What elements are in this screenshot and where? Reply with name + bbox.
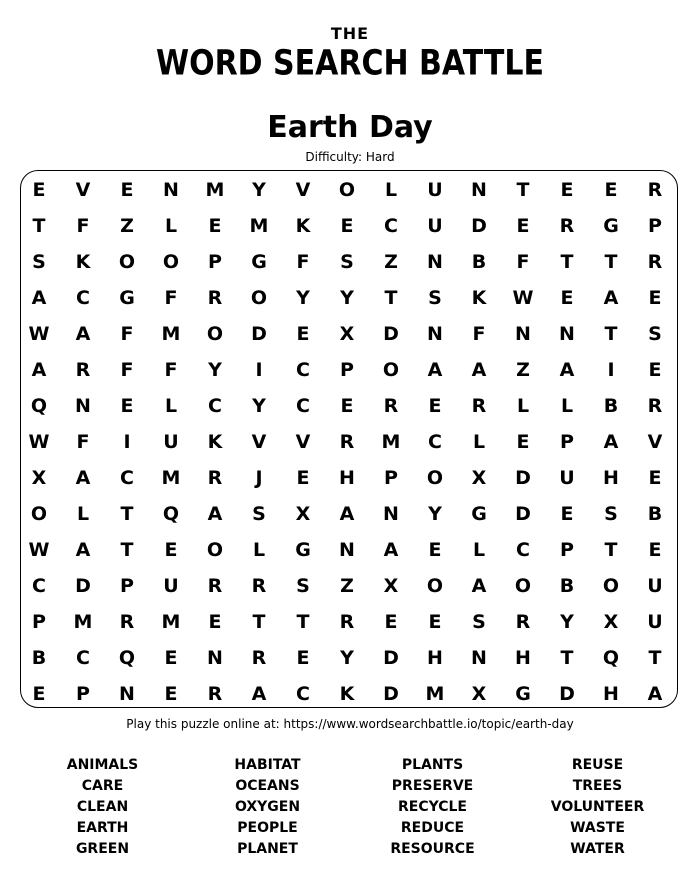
word-list-item: VOLUNTEER: [550, 799, 645, 815]
grid-cell[interactable]: C: [296, 683, 310, 705]
grid-cell[interactable]: R: [339, 431, 355, 453]
grid-cell[interactable]: U: [647, 575, 663, 597]
grid-cell[interactable]: E: [516, 431, 530, 453]
grid-cell[interactable]: R: [251, 575, 267, 597]
grid-cell[interactable]: A: [339, 503, 355, 525]
grid-cell[interactable]: X: [31, 467, 47, 489]
grid-cell[interactable]: E: [340, 395, 354, 417]
word-list: [20, 755, 680, 860]
grid-cell[interactable]: C: [296, 359, 310, 381]
letter-grid: [17, 172, 677, 712]
grid-cell[interactable]: P: [340, 359, 354, 381]
grid-cell[interactable]: O: [338, 179, 356, 201]
grid-cell[interactable]: V: [251, 431, 267, 453]
grid-cell[interactable]: R: [559, 215, 575, 237]
grid-cell[interactable]: D: [75, 575, 91, 597]
grid-cell[interactable]: R: [515, 611, 531, 633]
grid-cell[interactable]: L: [472, 431, 486, 453]
grid-cell[interactable]: V: [295, 179, 311, 201]
grid-cell[interactable]: M: [161, 611, 181, 633]
grid-cell[interactable]: I: [607, 359, 615, 381]
grid-cell[interactable]: L: [384, 179, 398, 201]
grid-cell[interactable]: V: [647, 431, 663, 453]
grid-cell[interactable]: U: [163, 431, 179, 453]
grid-cell[interactable]: V: [75, 179, 91, 201]
grid-cell[interactable]: X: [383, 575, 399, 597]
grid-cell[interactable]: E: [428, 395, 442, 417]
brand-logo: WORD SEARCH BATTLE: [155, 43, 544, 84]
grid-cell[interactable]: Y: [560, 611, 574, 633]
grid-cell[interactable]: E: [296, 323, 310, 345]
grid-cell[interactable]: L: [76, 503, 90, 525]
grid-cell[interactable]: T: [604, 323, 618, 345]
grid-cell[interactable]: I: [255, 359, 263, 381]
grid-cell[interactable]: R: [207, 683, 223, 705]
word-list-item: REDUCE: [400, 820, 465, 836]
grid-cell[interactable]: Z: [340, 575, 354, 597]
grid-cell[interactable]: Z: [516, 359, 530, 381]
word-list-item: CARE: [81, 778, 124, 794]
grid-cell[interactable]: E: [296, 647, 310, 669]
grid-cell[interactable]: M: [73, 611, 93, 633]
grid-cell[interactable]: G: [515, 683, 531, 705]
grid-cell[interactable]: A: [471, 575, 487, 597]
grid-cell[interactable]: O: [118, 251, 136, 273]
grid-cell[interactable]: G: [603, 215, 619, 237]
grid-cell[interactable]: C: [76, 647, 90, 669]
word-list-item: CLEAN: [76, 799, 129, 815]
grid-cell[interactable]: X: [471, 467, 487, 489]
grid-cell[interactable]: X: [603, 611, 619, 633]
grid-cell[interactable]: D: [515, 503, 531, 525]
word-list-item: PLANET: [237, 841, 298, 857]
grid-cell[interactable]: U: [559, 467, 575, 489]
grid-cell[interactable]: A: [75, 323, 91, 345]
grid-cell[interactable]: T: [560, 251, 574, 273]
grid-cell[interactable]: E: [648, 539, 662, 561]
grid-cell[interactable]: Y: [208, 359, 222, 381]
word-list-item: REUSE: [571, 757, 624, 773]
grid-cell[interactable]: W: [28, 323, 50, 345]
word-list-item: WATER: [570, 841, 625, 857]
grid-cell[interactable]: K: [471, 287, 487, 309]
grid-row: [17, 316, 677, 352]
grid-cell[interactable]: L: [164, 215, 178, 237]
grid-row: [17, 676, 677, 712]
grid-cell[interactable]: A: [559, 359, 575, 381]
grid-cell[interactable]: K: [75, 251, 91, 273]
grid-cell[interactable]: Y: [428, 503, 442, 525]
word-column: [20, 755, 185, 860]
grid-row: [17, 604, 677, 640]
grid-cell[interactable]: E: [384, 611, 398, 633]
grid-cell[interactable]: S: [252, 503, 266, 525]
grid-cell[interactable]: X: [295, 503, 311, 525]
grid-cell[interactable]: R: [207, 575, 223, 597]
grid-cell[interactable]: A: [471, 359, 487, 381]
grid-row: [17, 568, 677, 604]
grid-cell[interactable]: Y: [340, 287, 354, 309]
grid-cell[interactable]: N: [515, 323, 531, 345]
word-list-item: PRESERVE: [391, 778, 474, 794]
grid-cell[interactable]: A: [207, 503, 223, 525]
grid-cell[interactable]: N: [75, 395, 91, 417]
grid-cell[interactable]: Y: [296, 287, 310, 309]
grid-cell[interactable]: S: [604, 503, 618, 525]
grid-cell[interactable]: D: [251, 323, 267, 345]
grid-cell[interactable]: M: [205, 179, 225, 201]
grid-cell[interactable]: E: [428, 539, 442, 561]
grid-cell[interactable]: H: [515, 647, 531, 669]
grid-row: [17, 424, 677, 460]
grid-cell[interactable]: O: [426, 467, 444, 489]
grid-cell[interactable]: N: [383, 503, 399, 525]
grid-cell[interactable]: I: [123, 431, 131, 453]
word-column: [515, 755, 680, 860]
grid-cell[interactable]: R: [383, 395, 399, 417]
grid-cell[interactable]: P: [76, 683, 90, 705]
grid-cell[interactable]: E: [604, 179, 618, 201]
grid-row: [17, 244, 677, 280]
grid-cell[interactable]: E: [648, 359, 662, 381]
grid-cell[interactable]: T: [120, 539, 134, 561]
word-list-item: GREEN: [75, 841, 130, 857]
grid-cell[interactable]: R: [339, 611, 355, 633]
grid-cell[interactable]: E: [340, 215, 354, 237]
grid-cell[interactable]: F: [164, 287, 178, 309]
grid-cell[interactable]: E: [164, 683, 178, 705]
word-list-item: HABITAT: [234, 757, 301, 773]
grid-cell[interactable]: E: [120, 179, 134, 201]
grid-cell[interactable]: Z: [384, 251, 398, 273]
grid-cell[interactable]: N: [339, 539, 355, 561]
grid-cell[interactable]: N: [119, 683, 135, 705]
grid-cell[interactable]: D: [559, 683, 575, 705]
grid-cell[interactable]: T: [604, 539, 618, 561]
grid-row: [17, 208, 677, 244]
grid-row: [17, 388, 677, 424]
word-list-item: TREES: [572, 778, 623, 794]
grid-cell[interactable]: X: [471, 683, 487, 705]
grid-cell[interactable]: P: [32, 611, 46, 633]
grid-cell[interactable]: V: [295, 431, 311, 453]
grid-cell[interactable]: Z: [120, 215, 134, 237]
grid-cell[interactable]: A: [603, 431, 619, 453]
grid-cell[interactable]: A: [603, 287, 619, 309]
grid-cell[interactable]: P: [648, 215, 662, 237]
grid-cell[interactable]: H: [339, 467, 355, 489]
grid-cell[interactable]: U: [647, 611, 663, 633]
grid-cell[interactable]: N: [207, 647, 223, 669]
grid-cell[interactable]: C: [120, 467, 134, 489]
word-list-item: PLANTS: [401, 757, 464, 773]
grid-cell[interactable]: R: [647, 395, 663, 417]
grid-cell[interactable]: A: [75, 539, 91, 561]
grid-cell[interactable]: Q: [30, 395, 48, 417]
grid-cell[interactable]: N: [559, 323, 575, 345]
grid-cell[interactable]: H: [603, 467, 619, 489]
grid-cell[interactable]: C: [384, 215, 398, 237]
grid-row: [17, 280, 677, 316]
grid-cell[interactable]: O: [206, 323, 224, 345]
grid-cell[interactable]: A: [383, 539, 399, 561]
word-list-item: ANIMALS: [66, 757, 139, 773]
grid-cell[interactable]: Y: [252, 179, 266, 201]
brand-the: THE: [330, 24, 370, 43]
grid-cell[interactable]: A: [31, 359, 47, 381]
word-list-item: WASTE: [570, 820, 625, 836]
grid-cell[interactable]: W: [28, 431, 50, 453]
word-column: [350, 755, 515, 860]
grid-cell[interactable]: W: [28, 539, 50, 561]
grid-cell[interactable]: F: [120, 323, 134, 345]
grid-cell[interactable]: G: [295, 539, 311, 561]
grid-cell[interactable]: O: [602, 575, 620, 597]
grid-cell[interactable]: M: [161, 323, 181, 345]
grid-cell[interactable]: P: [384, 467, 398, 489]
grid-cell[interactable]: U: [427, 179, 443, 201]
grid-row: [17, 460, 677, 496]
grid-cell[interactable]: T: [296, 611, 310, 633]
grid-cell[interactable]: O: [250, 287, 268, 309]
grid-cell[interactable]: J: [255, 467, 263, 489]
grid-cell[interactable]: A: [251, 683, 267, 705]
grid-row: [17, 532, 677, 568]
grid-cell[interactable]: S: [428, 287, 442, 309]
grid-cell[interactable]: K: [339, 683, 355, 705]
grid-cell[interactable]: E: [560, 287, 574, 309]
grid-cell[interactable]: O: [162, 251, 180, 273]
word-list-item: PEOPLE: [237, 820, 298, 836]
grid-cell[interactable]: B: [31, 647, 47, 669]
grid-cell[interactable]: E: [32, 179, 46, 201]
grid-cell[interactable]: E: [208, 215, 222, 237]
difficulty-label: Difficulty: Hard: [305, 150, 395, 164]
grid-cell[interactable]: S: [472, 611, 486, 633]
grid-cell[interactable]: O: [514, 575, 532, 597]
grid-cell[interactable]: T: [560, 647, 574, 669]
grid-cell[interactable]: E: [560, 179, 574, 201]
grid-cell[interactable]: Q: [118, 647, 136, 669]
grid-cell[interactable]: E: [120, 395, 134, 417]
grid-cell[interactable]: Q: [602, 647, 620, 669]
grid-cell[interactable]: B: [603, 395, 619, 417]
grid-cell[interactable]: L: [164, 395, 178, 417]
grid-cell[interactable]: E: [428, 611, 442, 633]
grid-cell[interactable]: T: [516, 179, 530, 201]
page-title: Earth Day: [267, 110, 433, 145]
grid-cell[interactable]: W: [512, 287, 534, 309]
grid-cell[interactable]: O: [426, 575, 444, 597]
grid-cell[interactable]: R: [647, 179, 663, 201]
grid-cell[interactable]: F: [120, 359, 134, 381]
grid-cell[interactable]: E: [648, 467, 662, 489]
word-column: [185, 755, 350, 860]
grid-row: [17, 172, 677, 208]
grid-cell[interactable]: P: [560, 539, 574, 561]
grid-cell[interactable]: A: [31, 287, 47, 309]
grid-cell[interactable]: D: [383, 647, 399, 669]
grid-cell[interactable]: F: [76, 431, 90, 453]
grid-cell[interactable]: M: [381, 431, 401, 453]
grid-cell[interactable]: E: [208, 611, 222, 633]
grid-cell[interactable]: T: [648, 647, 662, 669]
grid-cell[interactable]: R: [251, 647, 267, 669]
grid-cell[interactable]: S: [296, 575, 310, 597]
grid-cell[interactable]: E: [164, 647, 178, 669]
grid-cell[interactable]: M: [249, 215, 269, 237]
grid-cell[interactable]: O: [382, 359, 400, 381]
grid-row: [17, 352, 677, 388]
grid-cell[interactable]: F: [164, 359, 178, 381]
grid-cell[interactable]: P: [208, 251, 222, 273]
grid-cell[interactable]: R: [75, 359, 91, 381]
grid-cell[interactable]: C: [428, 431, 442, 453]
grid-cell[interactable]: E: [560, 503, 574, 525]
grid-cell[interactable]: O: [206, 539, 224, 561]
word-list-item: RESOURCE: [390, 841, 475, 857]
grid-cell[interactable]: E: [516, 215, 530, 237]
grid-cell[interactable]: D: [383, 683, 399, 705]
grid-cell[interactable]: E: [164, 539, 178, 561]
grid-cell[interactable]: R: [207, 467, 223, 489]
grid-cell[interactable]: F: [76, 215, 90, 237]
grid-cell[interactable]: K: [207, 431, 223, 453]
word-list-item: OXYGEN: [234, 799, 301, 815]
grid-cell[interactable]: N: [427, 251, 443, 273]
grid-cell[interactable]: L: [252, 539, 266, 561]
grid-cell[interactable]: M: [425, 683, 445, 705]
grid-cell[interactable]: L: [472, 539, 486, 561]
grid-cell[interactable]: C: [516, 539, 530, 561]
grid-cell[interactable]: P: [120, 575, 134, 597]
grid-cell[interactable]: E: [648, 287, 662, 309]
grid-cell[interactable]: N: [471, 179, 487, 201]
grid-cell[interactable]: A: [647, 683, 663, 705]
grid-cell[interactable]: F: [472, 323, 486, 345]
grid-cell[interactable]: G: [119, 287, 135, 309]
grid-row: [17, 640, 677, 676]
grid-cell[interactable]: N: [427, 323, 443, 345]
grid-cell[interactable]: B: [559, 575, 575, 597]
grid-cell[interactable]: E: [32, 683, 46, 705]
grid-cell[interactable]: D: [383, 323, 399, 345]
online-link-text: Play this puzzle online at: https://www.wordsearchbattle.io/topic/earth-day: [126, 717, 574, 731]
grid-cell[interactable]: F: [516, 251, 530, 273]
grid-cell[interactable]: S: [32, 251, 46, 273]
grid-cell[interactable]: C: [32, 575, 46, 597]
grid-cell[interactable]: B: [647, 503, 663, 525]
grid-cell[interactable]: H: [427, 647, 443, 669]
grid-cell[interactable]: R: [207, 287, 223, 309]
grid-cell[interactable]: T: [120, 503, 134, 525]
grid-cell[interactable]: T: [252, 611, 266, 633]
grid-cell[interactable]: K: [295, 215, 311, 237]
grid-cell[interactable]: E: [296, 467, 310, 489]
grid-cell[interactable]: U: [427, 215, 443, 237]
grid-cell[interactable]: S: [648, 323, 662, 345]
grid-cell[interactable]: M: [161, 467, 181, 489]
grid-cell[interactable]: A: [75, 467, 91, 489]
grid-cell[interactable]: T: [384, 287, 398, 309]
grid-cell[interactable]: U: [163, 575, 179, 597]
grid-cell[interactable]: C: [76, 287, 90, 309]
grid-cell[interactable]: B: [471, 251, 487, 273]
grid-cell[interactable]: C: [296, 395, 310, 417]
grid-cell[interactable]: D: [471, 215, 487, 237]
grid-cell[interactable]: R: [119, 611, 135, 633]
grid-cell[interactable]: G: [251, 251, 267, 273]
grid-cell[interactable]: Y: [252, 395, 266, 417]
grid-cell[interactable]: P: [560, 431, 574, 453]
grid-cell[interactable]: L: [516, 395, 530, 417]
grid-cell[interactable]: N: [163, 179, 179, 201]
grid-cell[interactable]: Y: [340, 647, 354, 669]
grid-cell[interactable]: C: [208, 395, 222, 417]
grid-cell[interactable]: T: [32, 215, 46, 237]
grid-cell[interactable]: Q: [162, 503, 180, 525]
grid-cell[interactable]: D: [515, 467, 531, 489]
grid-cell[interactable]: N: [471, 647, 487, 669]
word-list-item: OCEANS: [235, 778, 300, 794]
grid-cell[interactable]: T: [604, 251, 618, 273]
grid-cell[interactable]: G: [471, 503, 487, 525]
word-list-item: RECYCLE: [397, 799, 467, 815]
grid-cell[interactable]: S: [340, 251, 354, 273]
grid-cell[interactable]: A: [427, 359, 443, 381]
grid-row: [17, 496, 677, 532]
grid-cell[interactable]: O: [30, 503, 48, 525]
grid-cell[interactable]: H: [603, 683, 619, 705]
grid-cell[interactable]: X: [339, 323, 355, 345]
grid-cell[interactable]: L: [560, 395, 574, 417]
grid-cell[interactable]: R: [471, 395, 487, 417]
grid-cell[interactable]: F: [296, 251, 310, 273]
grid-cell[interactable]: R: [647, 251, 663, 273]
word-list-item: EARTH: [76, 820, 129, 836]
